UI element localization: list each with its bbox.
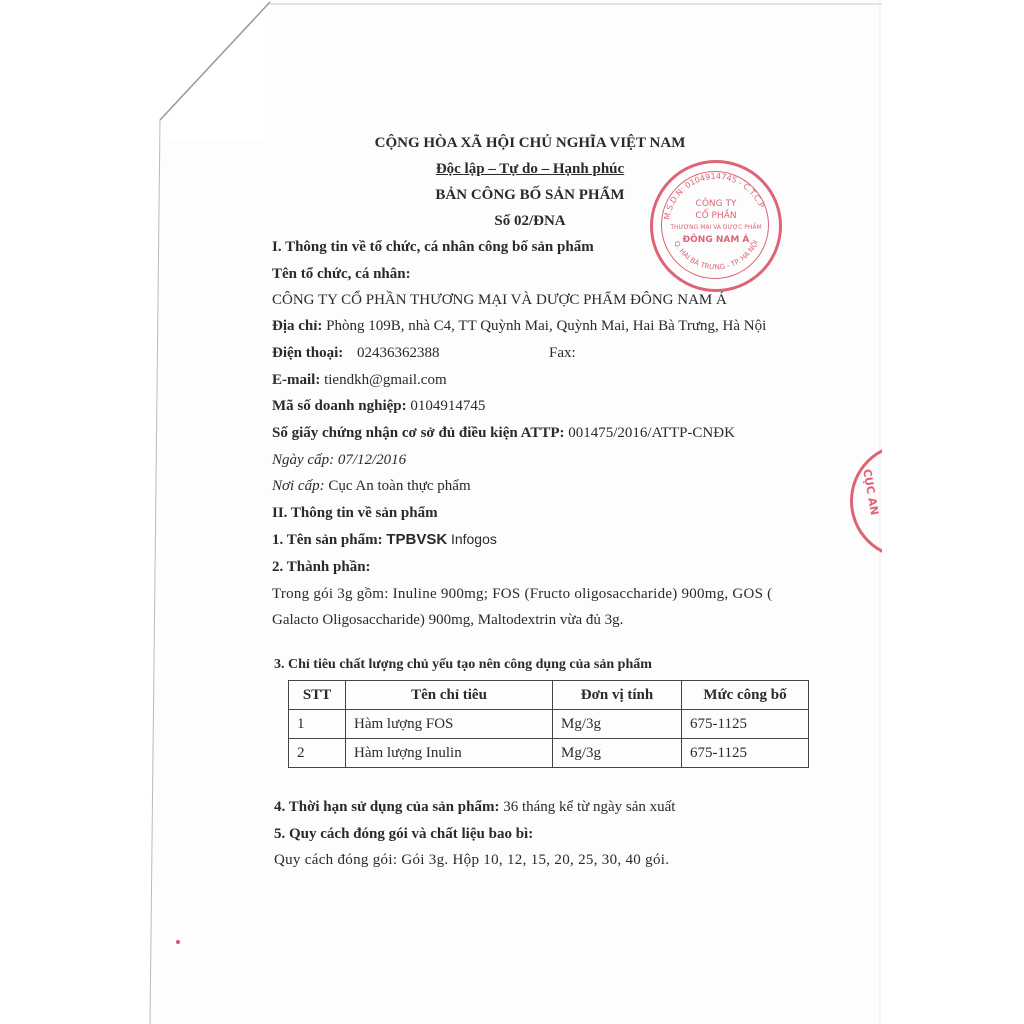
cert-value: 001475/2016/ATTP-CNĐK bbox=[568, 425, 735, 441]
cert-line bbox=[272, 424, 735, 442]
agency-seal-text: CỤC AN bbox=[860, 468, 882, 517]
table-header-cell: Đơn vị tính bbox=[553, 681, 682, 710]
shelf-life-label: 4. Thời hạn sử dụng của sản phẩm: bbox=[274, 799, 500, 815]
tax-label: Mã số doanh nghiệp: bbox=[272, 398, 407, 414]
table-cell: Hàm lượng FOS bbox=[346, 710, 553, 739]
table-cell: 1 bbox=[289, 710, 346, 739]
table-cell: 2 bbox=[289, 739, 346, 768]
product-name-prefix: TPBVSK bbox=[386, 531, 448, 548]
issue-date-line bbox=[272, 451, 406, 469]
table-header-cell: Tên chỉ tiêu bbox=[346, 681, 553, 710]
org-name: CÔNG TY CỔ PHẦN THƯƠNG MẠI VÀ DƯỢC PHẨM ĐÔNG NAM Á bbox=[272, 292, 727, 308]
cert-label: Số giấy chứng nhận cơ sở đủ điều kiện ATTP: bbox=[272, 425, 565, 441]
table-header-row bbox=[289, 681, 809, 710]
table-cell: Mg/3g bbox=[553, 739, 682, 768]
ink-mark bbox=[176, 940, 180, 944]
quality-criteria-label: 3. Chỉ tiêu chất lượng chủ yếu tạo nên công dụng của sản phẩm bbox=[274, 657, 652, 672]
table-row bbox=[289, 710, 809, 739]
table-row bbox=[289, 739, 809, 768]
table-cell: Mg/3g bbox=[553, 710, 682, 739]
phone-value: 02436362388 bbox=[357, 345, 440, 361]
tax-line bbox=[272, 397, 485, 415]
composition-label: 2. Thành phần: bbox=[272, 559, 371, 575]
address-label: Địa chỉ: bbox=[272, 318, 323, 334]
seal-company-name: ĐÔNG NAM Á bbox=[682, 235, 750, 245]
country-title: CỘNG HÒA XÃ HỘI CHỦ NGHĨA VIỆT NAM bbox=[374, 135, 686, 151]
document-title: BẢN CÔNG BỐ SẢN PHẨM bbox=[435, 187, 625, 203]
address-line bbox=[272, 317, 766, 335]
packaging-line bbox=[274, 851, 669, 869]
org-label: Tên tổ chức, cá nhân: bbox=[272, 266, 411, 282]
email-line bbox=[272, 371, 447, 389]
packaging-value: Gói 3g. Hộp 10, 12, 15, 20, 25, 30, 40 gói. bbox=[401, 852, 670, 868]
shelf-life-value: 36 tháng kể từ ngày sản xuất bbox=[503, 799, 676, 815]
quality-table bbox=[288, 680, 809, 768]
issuer-value: Cục An toàn thực phẩm bbox=[328, 478, 471, 494]
composition-line-2: Galacto Oligosaccharide) 900mg, Maltodextrin vừa đủ 3g. bbox=[272, 612, 624, 628]
table-cell: 675-1125 bbox=[682, 739, 809, 768]
address-value: Phòng 109B, nhà C4, TT Quỳnh Mai, Quỳnh Mai, Hai Bà Trưng, Hà Nội bbox=[326, 318, 767, 334]
table-header-cell: Mức công bố bbox=[682, 681, 809, 710]
table-header-cell: STT bbox=[289, 681, 346, 710]
seal-company-label: CÔNG TY bbox=[695, 199, 737, 209]
seal-bottom-text: Q. HAI BÀ TRƯNG - TP. HÀ NỘI bbox=[672, 239, 761, 272]
email-label: E-mail: bbox=[272, 372, 321, 388]
table-cell: 675-1125 bbox=[682, 710, 809, 739]
issue-date-label: Ngày cấp: bbox=[272, 452, 335, 468]
issuer-line bbox=[272, 477, 471, 495]
packaging-heading: 5. Quy cách đóng gói và chất liệu bao bì: bbox=[274, 826, 534, 842]
packaging-label: Quy cách đóng gói: bbox=[274, 852, 398, 868]
phone-label: Điện thoại: bbox=[272, 345, 344, 361]
seal-type-label: CỔ PHẦN bbox=[695, 211, 737, 221]
company-seal bbox=[650, 160, 782, 292]
issuer-label: Nơi cấp: bbox=[272, 478, 325, 494]
document-number: Số 02/ĐNA bbox=[494, 213, 566, 229]
right-margin bbox=[882, 0, 1024, 1024]
product-name-value: Infogos bbox=[450, 531, 497, 547]
email-value: tiendkh@gmail.com bbox=[324, 372, 447, 388]
product-name-line bbox=[272, 530, 497, 549]
product-name-label: 1. Tên sản phẩm: bbox=[272, 532, 383, 548]
shelf-life-line bbox=[274, 798, 675, 816]
issue-date-value: 07/12/2016 bbox=[337, 452, 407, 468]
section1-heading: I. Thông tin về tổ chức, cá nhân công bố sản phẩm bbox=[272, 239, 594, 255]
composition-line-1: Trong gói 3g gồm: Inuline 900mg; FOS (Fructo oligosaccharide) 900mg, GOS ( bbox=[272, 586, 773, 602]
seal-ring-text: M.S.D.N: 0104914745 - C.T.C.P bbox=[662, 171, 767, 221]
fax-label: Fax: bbox=[549, 345, 576, 361]
table-cell: Hàm lượng Inulin bbox=[346, 739, 553, 768]
tax-value: 0104914745 bbox=[410, 398, 486, 414]
seal-small-label: THƯƠNG MẠI VÀ DƯỢC PHẨM bbox=[670, 224, 762, 231]
motto: Độc lập – Tự do – Hạnh phúc bbox=[435, 161, 625, 177]
section2-heading: II. Thông tin về sản phẩm bbox=[272, 505, 438, 521]
